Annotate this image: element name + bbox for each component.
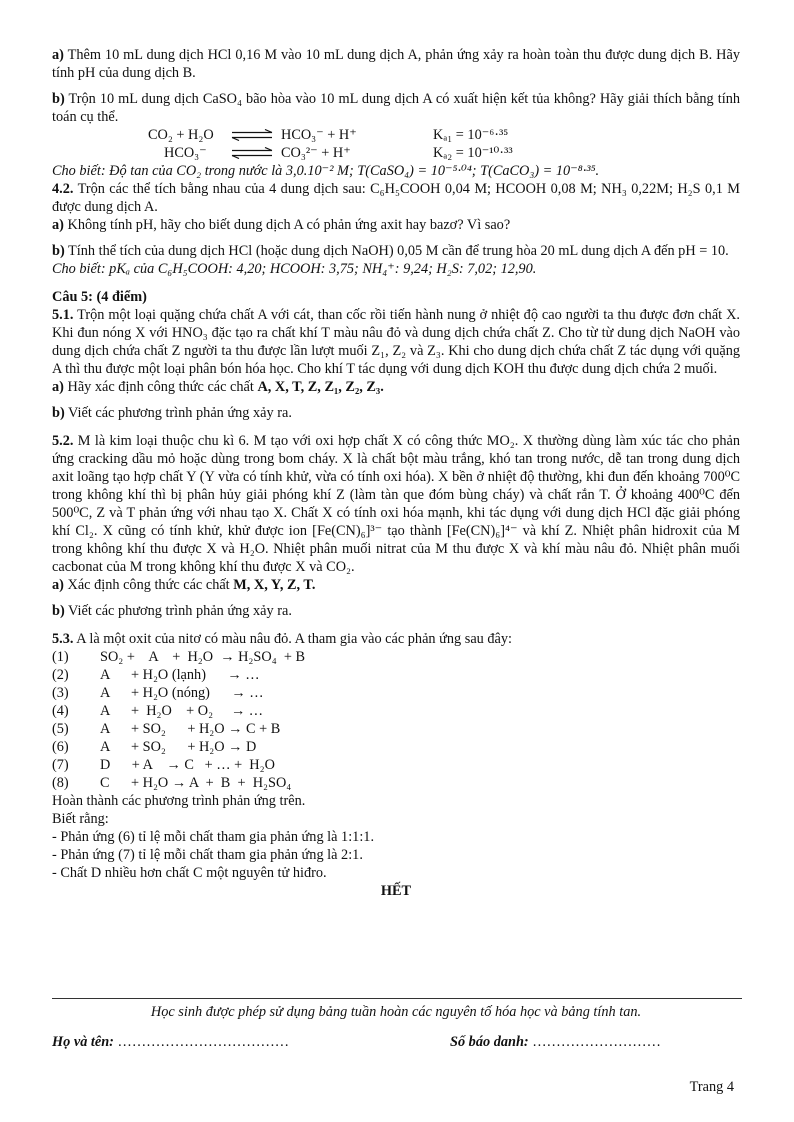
equilibria-table	[148, 126, 740, 162]
q43-b: b) Trộn 10 mL dung dịch CaSO₄ bão hòa vào 10 mL dung dịch A có xuất hiện kết tủa không? Hãy giải thích bằng tính toán cụ thể.	[52, 91, 740, 125]
footer-note: Học sinh được phép sử dụng bảng tuần hoàn các nguyên tố hóa học và bảng tính tan.	[150, 1004, 642, 1020]
end-mark: HẾT	[380, 883, 412, 899]
s53-note: - Phản ứng (6) tỉ lệ mỗi chất tham gia phản ứng là 1:1:1.	[52, 829, 375, 845]
reaction-row: (3) A + H₂O (nóng) → …	[52, 685, 264, 701]
name-field: Họ và tên: ………………………………	[52, 1034, 290, 1050]
s51-b: b) Viết các phương trình phản ứng xảy ra.	[52, 405, 292, 421]
reaction-row: (1) SO₂ + A + H₂O → H₂SO₄ + B	[52, 649, 305, 665]
cau5-title: Câu 5: (4 điểm)	[52, 289, 147, 305]
s52-text: 5.2. M là kim loại thuộc chu kì 6. M tạo với oxi hợp chất X có công thức MO₂. X thường dùng làm xúc tác cho phản ứng cracking dầu mỏ hoặc dùng trong bom cháy. X là chất bột màu trắng, khó tan trong nước, dễ tan trong dung dịch axit loãng tạo hợp chất Y (Y vừa có tính khử, vừa có tính oxi hóa). X bền ở nhiệt độ thường, khi đun đến khoảng 700⁰C trong không khí thì bị phân hủy giải phóng khí Z (làm tàn que đóm bùng cháy) và chất rắn T. Ở khoảng 400⁰C đến 500⁰C, Z và T phản ứng với nhau tạo X. Chất X có tính oxi hóa mạnh, khi tác dụng với dung dịch HCl đặc giải phóng khí Cl₂. X cũng có tính khử, khử được ion [Fe(CN)₆]³⁻ tạo thành [Fe(CN)₆]⁴⁻ và khí Z. Nhiệt phân hidroxit của M trong không khí thu được X và H₂O. Nhiệt phân muối nitrat của M thu được X và khí màu nâu đỏ. Nhiệt phân muối cacbonat của M trong không khí thu được X và CO₂.	[52, 433, 740, 575]
s53-complete: Hoàn thành các phương trình phản ứng trên.	[52, 793, 306, 809]
reaction-row: (2) A + H₂O (lạnh) → …	[52, 667, 260, 683]
s53-note: - Chất D nhiều hơn chất C một nguyên tử hiđro.	[52, 865, 327, 881]
q42-b: b) Tính thể tích của dung dịch HCl (hoặc dung dịch NaOH) 0,05 M cần để trung hòa 20 mL dung dịch A đến pH = 10.	[52, 243, 729, 259]
student-fields	[52, 1033, 740, 1051]
reaction-row: (4) A + H₂O + O₂ → …	[52, 703, 264, 719]
equilibrium-arrow-icon	[223, 147, 281, 159]
reaction-row: (7) D + A → C + … + H₂O	[52, 757, 275, 773]
reaction-row: (8) C + H₂O → A + B + H₂SO₄	[52, 775, 292, 791]
reaction-row: (6) A + SO₂ + H₂O → D	[52, 739, 257, 755]
s51-text: 5.1. Trộn một loại quặng chứa chất A với cát, than cốc rồi tiến hành nung ở nhiệt độ cao người ta thu được đơn chất X. Khi đun nóng X với HNO₃ đặc tạo ra chất khí T màu nâu đỏ và dung dịch chứa chất Z. Cho từ từ dung dịch NaOH vào dung dịch chứa chất Z người ta thu được lần lượt muối Z₁, Z₂ và Z₃. Khi cho dung dịch chứa chất Z tác dụng với quặng A thì thu được một loại phân bón hóa học. Cho khí T tác dụng với dung dịch KOH thu được dung dịch chứa 2 muối.	[52, 307, 740, 377]
s52-a: a) Xác định công thức các chất M, X, Y, Z, T.	[52, 577, 316, 593]
s52-b: b) Viết các phương trình phản ứng xảy ra.	[52, 603, 292, 619]
q43-a: a) Thêm 10 mL dung dịch HCl 0,16 M vào 10 mL dung dịch A, phản ứng xảy ra hoàn toàn thu được dung dịch B. Hãy tính pH của dung dịch B.	[52, 47, 740, 81]
s53-known: Biết rằng:	[52, 811, 109, 827]
equilibrium-arrow-icon	[223, 129, 281, 141]
q42-given: Cho biết: pKₐ của C₆H₅COOH: 4,20; HCOOH: 3,75; NH₄⁺: 9,24; H₂S: 7,02; 12,90.	[52, 261, 537, 277]
equilibrium-row: HCO₃⁻ CO₃²⁻ + H⁺ Kₐ₂ = 10⁻¹⁰·³³	[164, 145, 513, 161]
s53-note: - Phản ứng (7) tỉ lệ mỗi chất tham gia phản ứng là 2:1.	[52, 847, 363, 863]
reaction-row: (5) A + SO₂ + H₂O → C + B	[52, 721, 281, 737]
q42-intro: 4.2. Trộn các thể tích bằng nhau của 4 dung dịch sau: C₆H₅COOH 0,04 M; HCOOH 0,08 M; NH₃ 0,22M; H₂S 0,1 M được dung dịch A.	[52, 181, 740, 215]
q43-given: Cho biết: Độ tan của CO₂ trong nước là 3,0.10⁻² M; T(CaSO₄) = 10⁻⁵·⁰⁴; T(CaCO₃) = 10⁻⁸·³⁵.	[52, 163, 600, 179]
q42-a: a) Không tính pH, hãy cho biết dung dịch A có phản ứng axit hay bazơ? Vì sao?	[52, 217, 511, 233]
reaction-list	[52, 648, 740, 792]
equilibrium-row: CO₂ + H₂O HCO₃⁻ + H⁺ Kₐ₁ = 10⁻⁶·³⁵	[148, 127, 509, 143]
s53-text: 5.3. A là một oxit của nitơ có màu nâu đỏ. A tham gia vào các phản ứng sau đây:	[52, 631, 513, 647]
divider	[52, 998, 742, 999]
s51-a: a) Hãy xác định công thức các chất A, X, T, Z, Z₁, Z₂, Z₃.	[52, 379, 384, 395]
page-number: Trang 4	[689, 1079, 734, 1095]
page-content	[52, 46, 740, 900]
id-field: Số báo danh: ………………………	[450, 1034, 661, 1050]
